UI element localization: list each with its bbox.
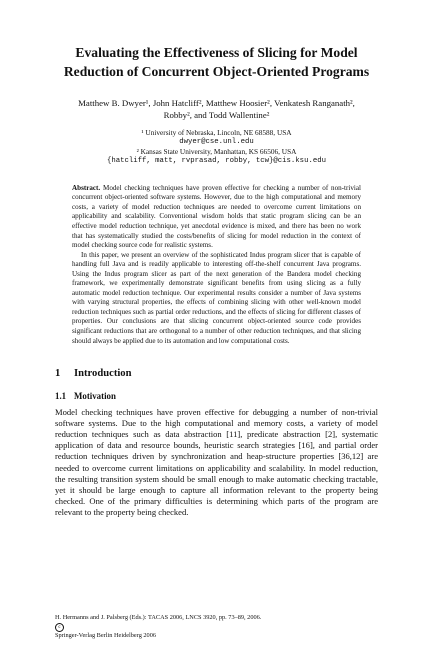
section-heading <box>55 367 378 380</box>
page-footer <box>55 614 378 640</box>
title-line-1: Evaluating the Effectiveness of Slicing for Model <box>75 45 358 60</box>
body-paragraph: Model checking techniques have proven effective for debugging a number of non-trivial software systems. Due to the high computational and memory costs, a variety of model reduction techniques such as data abstraction [11], predicate abstraction [2], systematic application of data and resource bounds, heuristic search strategies [16], and partial order reduction techniques driven by synchronization and heap-structure properties [36,12] are needed to overcome current limitations on applicability and scalability. In model reduction, the resulting transition system should be small enough to make automatic checking tractable, yet it should be large enough to capture all information relevant to the property being checked. One of the primary difficulties is determining which parts of the program are relevant to the property being checked. <box>55 407 378 517</box>
paper-title <box>55 0 378 81</box>
footer-publisher: Springer-Verlag Berlin Heidelberg 2006 <box>55 631 157 639</box>
abstract-paragraph-1 <box>72 184 361 251</box>
author-line-2: Robby², and Todd Wallentine² <box>163 109 270 120</box>
affiliation-nebraska: ¹ University of Nebraska, Lincoln, NE 68588, USA <box>141 128 292 137</box>
copyright-icon: c <box>55 623 64 632</box>
footer-copyright <box>55 623 378 641</box>
email-ksu-group: {hatcliff, matt, rvprasad, robby, tcw}@cis.ksu.edu <box>107 157 326 166</box>
author-list <box>55 98 378 121</box>
subsection-number: 1.1 <box>55 391 67 402</box>
subsection-title: Motivation <box>74 391 116 402</box>
section-number: 1 <box>55 368 61 380</box>
email-dwyer: dwyer@cse.unl.edu <box>179 137 254 146</box>
section-title: Introduction <box>74 368 132 380</box>
affiliation-kansas-state: ² Kansas State University, Manhattan, KS 66506, USA <box>136 147 297 157</box>
abstract-paragraph-2: In this paper, we present an overview of the sophisticated Indus program slicer that is capable of handling full Java and is readily applicable to interesting off-the-shelf concurrent Java programs. Using the Indus program slicer as part of the next generation of the Bandera model checking framework, we experimentally demonstrate significant benefits from using slicing as a fully automatic model reduction technique. Our experimental results consider a number of Java systems with varying structural properties, the effects of combining slicing with other well-known model reduction techniques such as partial order reductions, and the effects of slicing for different classes of properties. Our conclusions are that slicing concurrent object-oriented source code provides significant reductions that are orthogonal to a number of other reduction techniques, and that slicing should always be applied due to its automation and low computational costs. <box>72 250 361 345</box>
author-line-1: Matthew B. Dwyer¹, John Hatcliff², Matthew Hoosier², Venkatesh Ranganath², <box>78 98 355 108</box>
subsection-heading <box>55 391 378 402</box>
abstract <box>72 184 361 346</box>
title-line-2: Reduction of Concurrent Object-Oriented Programs <box>63 64 370 79</box>
affiliations <box>55 128 378 167</box>
abstract-text-1: Model checking techniques have proven effective for checking a number of non-trivial concurrent object-oriented software systems. However, due to the high computational and memory costs, a variety of model reduction techniques are needed to overcome current limitations on applicability and scalability. Conventional wisdom holds that static program slicing can be an effective model reduction technique, yet anecdotal evidence is mixed, and there has been no work that has systematically studied the costs/benefits of slicing for model reduction in the context of model checking source code for realistic systems. <box>72 183 361 250</box>
footer-citation: H. Hermanns and J. Palsberg (Eds.): TACAS 2006, LNCS 3920, pp. 73–89, 2006. <box>55 614 262 621</box>
abstract-label: Abstract. <box>72 183 101 192</box>
